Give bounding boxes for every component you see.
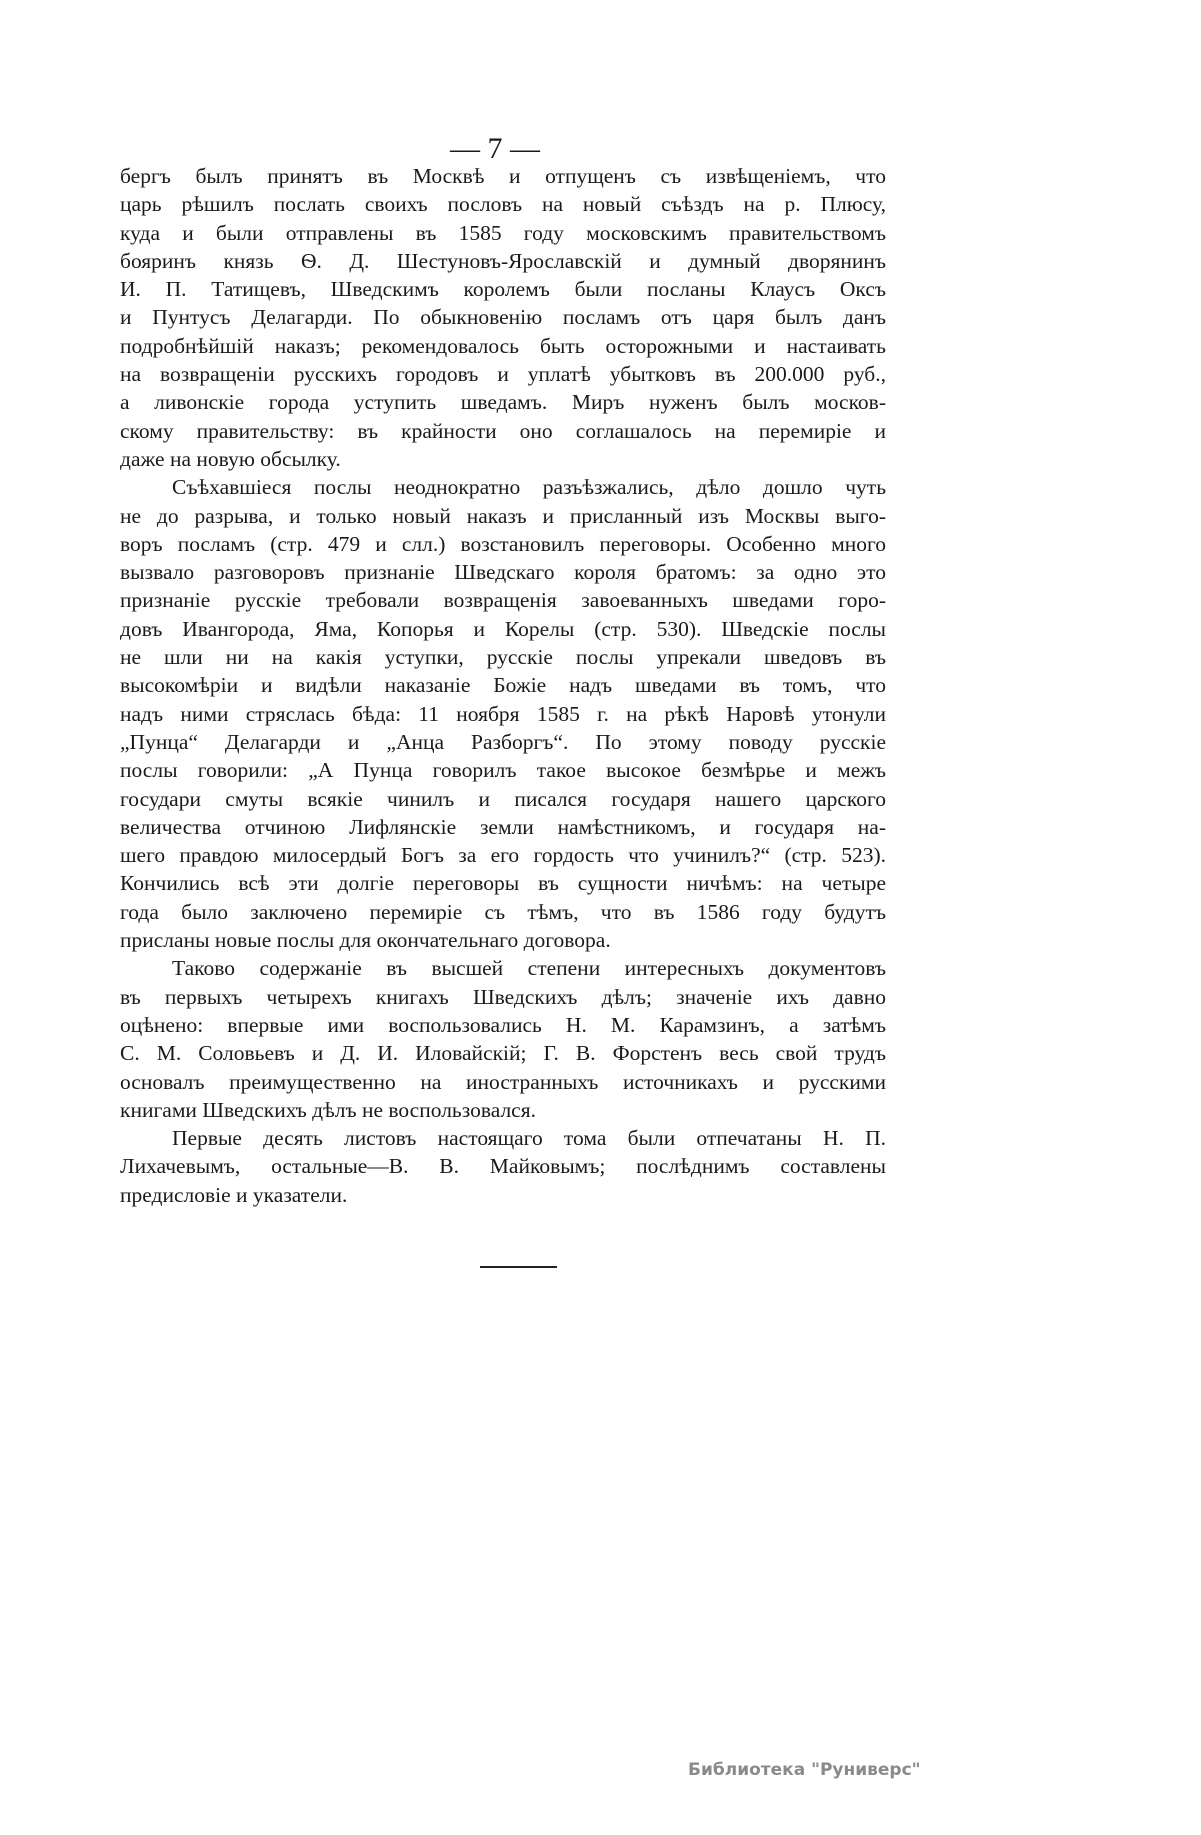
text-line: высокомѣріи и видѣли наказаніе Божіе надъ шведами въ томъ, что xyxy=(120,673,886,698)
text-line: бояринъ князь Ѳ. Д. Шестуновъ-Ярославскій и думный дворянинъ xyxy=(120,248,886,273)
paragraph xyxy=(120,954,886,1124)
text-line: года было заключено перемиріе съ тѣмъ, что въ 1586 году будутъ xyxy=(120,899,886,924)
text-line: не до разрыва, и только новый наказъ и присланный изъ Москвы выго- xyxy=(120,503,886,528)
text-line: даже на новую обсылку. xyxy=(120,446,341,471)
text-line: шего правдою милосердый Богъ за его гордость что учинилъ?“ (стр. 523). xyxy=(120,843,886,868)
text-line: книгами Шведскихъ дѣлъ не воспользовался. xyxy=(120,1097,536,1122)
text-line: государи смуты всякіе чинилъ и писался государя нашего царского xyxy=(120,786,886,811)
text-line: скому правительству: въ крайности оно соглашалось на перемиріе и xyxy=(120,418,886,443)
text-line: И. П. Татищевъ, Шведскимъ королемъ были посланы Клаусъ Оксъ xyxy=(120,277,886,302)
text-line: царь рѣшилъ послать своихъ пословъ на новый съѣздъ на р. Плюсу, xyxy=(120,192,886,217)
text-line: вызвало разговоровъ признаніе Шведскаго короля братомъ: за одно это xyxy=(120,560,886,585)
text-line: Кончились всѣ эти долгіе переговоры въ сущности ничѣмъ: на четыре xyxy=(120,871,886,896)
text-line: бергъ былъ принятъ въ Москвѣ и отпущенъ съ извѣщеніемъ, что xyxy=(120,164,886,188)
page-number: — 7 — xyxy=(450,132,540,165)
body-text xyxy=(120,162,886,1209)
text-line: и Пунтусъ Делагарди. По обыкновенію посламъ отъ царя былъ данъ xyxy=(120,305,886,330)
paragraph xyxy=(120,1124,886,1209)
library-watermark: Библиотека "Руниверс" xyxy=(688,1760,921,1780)
text-line: Первые десять листовъ настоящаго тома были отпечатаны Н. П. xyxy=(172,1126,886,1151)
text-line: послы говорили: „А Пунца говорилъ такое высокое безмѣрье и межъ xyxy=(120,758,886,783)
text-line: надъ ними стряслась бѣда: 11 ноября 1585 г. на рѣкѣ Наровѣ утонули xyxy=(120,701,886,726)
text-line: С. М. Соловьевъ и Д. И. Иловайскій; Г. В. Форстенъ весь свой трудъ xyxy=(120,1041,886,1066)
text-line: величества отчиною Лифлянскіе земли намѣстникомъ, и государя на- xyxy=(120,814,886,839)
text-line: предисловіе и указатели. xyxy=(120,1182,348,1207)
text-line: Лихачевымъ, остальные—В. В. Майковымъ; послѣднимъ составлены xyxy=(120,1154,886,1179)
text-line: Таково содержаніе въ высшей степени интересныхъ документовъ xyxy=(172,956,886,981)
text-line: основалъ преимущественно на иностранныхъ источникахъ и русскими xyxy=(120,1069,886,1094)
text-line: присланы новые послы для окончательнаго договора. xyxy=(120,928,611,953)
text-line: „Пунца“ Делагарди и „Анца Разборгъ“. По этому поводу русскіе xyxy=(120,729,886,754)
paragraph xyxy=(120,473,886,954)
section-divider xyxy=(480,1266,557,1268)
text-line: подробнѣйшій наказъ; рекомендовалось быть осторожными и настаивать xyxy=(120,333,886,358)
text-line: на возвращеніи русскихъ городовъ и уплатѣ убытковъ въ 200.000 руб., xyxy=(120,362,886,387)
text-line: оцѣнено: впервые ими воспользовались Н. М. Карамзинъ, а затѣмъ xyxy=(120,1012,886,1037)
text-line: признаніе русскіе требовали возвращенія завоеванныхъ шведами горо- xyxy=(120,588,886,613)
text-line: довъ Ивангорода, Яма, Копорья и Корелы (стр. 530). Шведскіе послы xyxy=(120,616,886,641)
text-line: Съѣхавшіеся послы неоднократно разъѣзжались, дѣло дошло чуть xyxy=(172,475,886,500)
paragraph xyxy=(120,162,886,473)
text-line: въ первыхъ четырехъ книгахъ Шведскихъ дѣлъ; значеніе ихъ давно xyxy=(120,984,886,1009)
text-line: куда и были отправлены въ 1585 году московскимъ правительствомъ xyxy=(120,220,886,245)
text-line: воръ посламъ (стр. 479 и слл.) возстановилъ переговоры. Особенно много xyxy=(120,531,886,556)
text-line: не шли ни на какія уступки, русскіе послы упрекали шведовъ въ xyxy=(120,645,886,670)
text-line: а ливонскіе города уступить шведамъ. Миръ нуженъ былъ москов- xyxy=(120,390,886,415)
